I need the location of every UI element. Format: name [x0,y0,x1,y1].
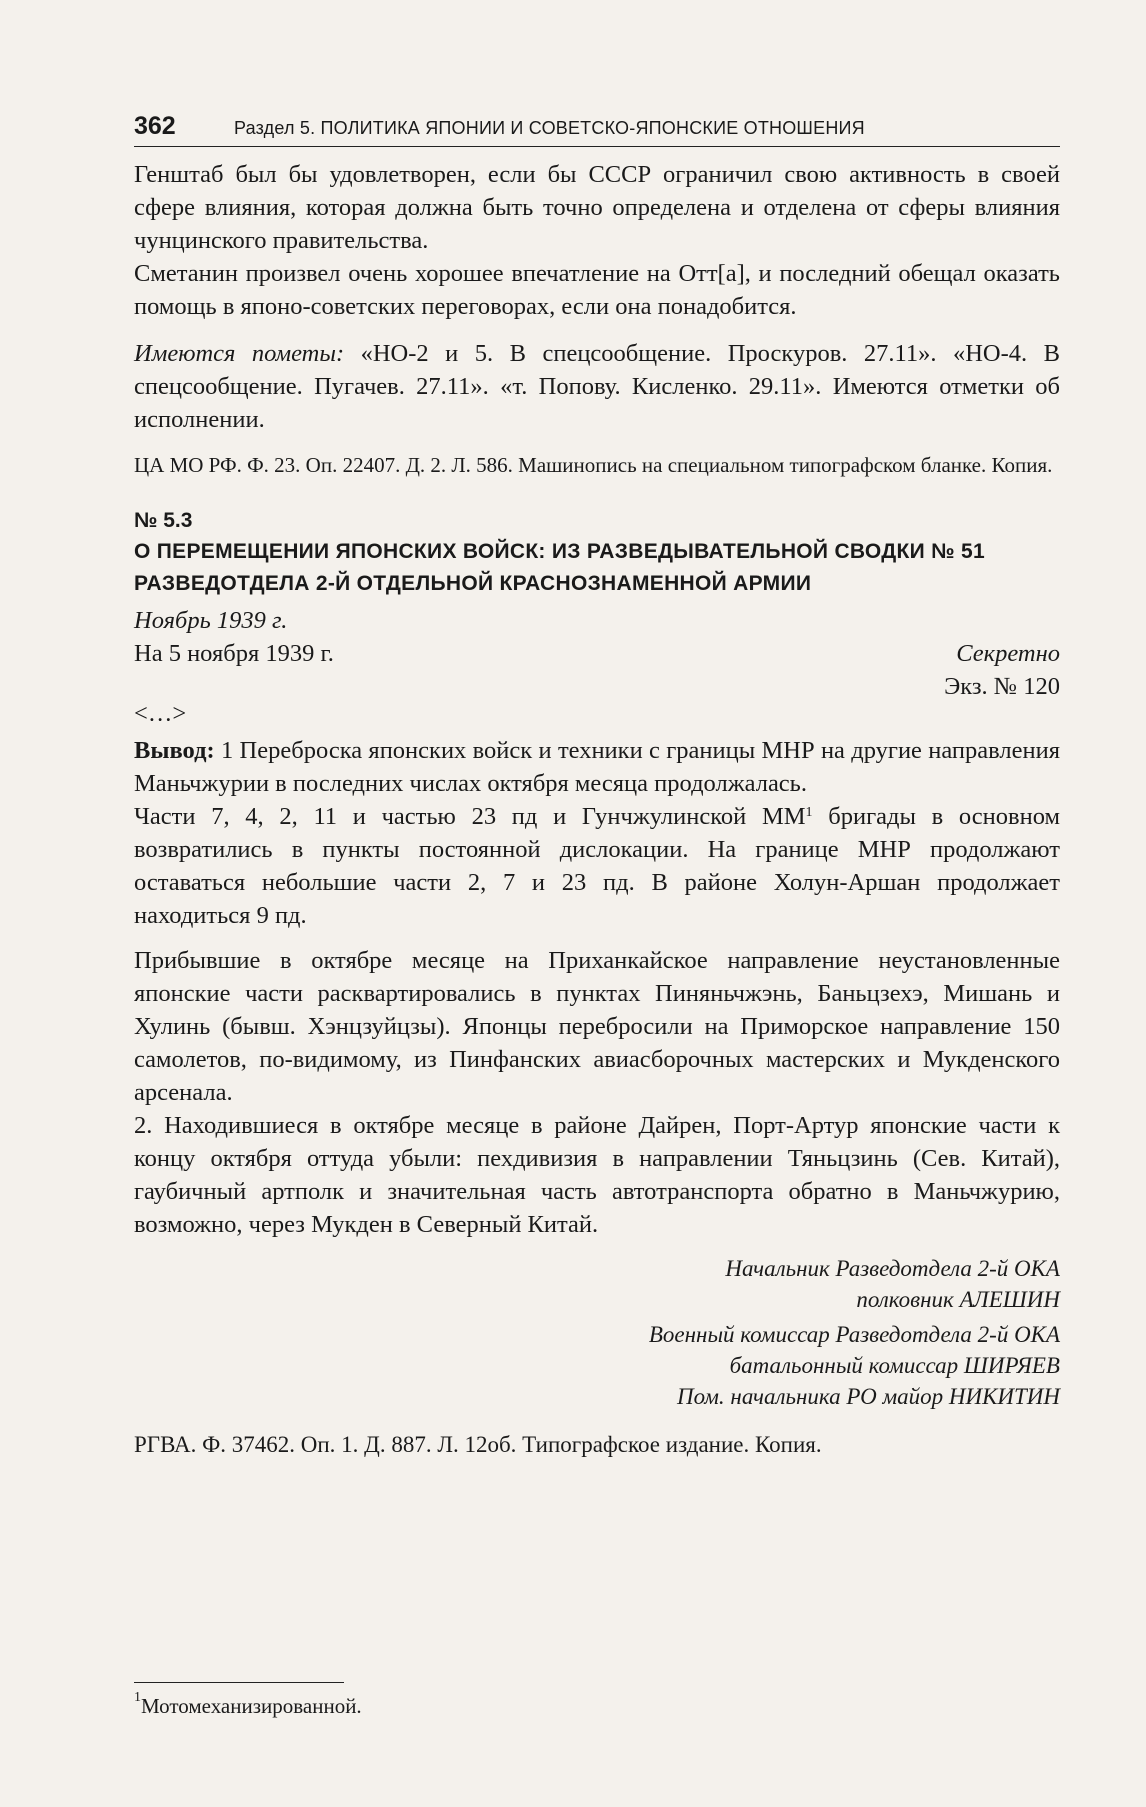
signature-4: батальонный комиссар ШИРЯЕВ [729,1353,1060,1378]
secret-mark: Секретно [956,640,1060,667]
signature-1: Начальник Разведотдела 2-й ОКА [725,1256,1060,1281]
omission-mark: <…> [134,700,187,727]
copy-number: Экз. № 120 [944,673,1060,700]
footnote-mark: 1 [134,1690,141,1705]
conclusion-text: 1 Переброска японских войск и техники с границы МНР на другие направления Маньчжурии в последних числах октября месяца продолжалась. [134,737,1060,797]
units-text-a: Части 7, 4, 2, 11 и частью 23 пд и Гунчжулинской ММ [134,803,806,830]
dairen-paragraph: 2. Находившиеся в октябре месяце в районе Дайрен, Порт-Артур японские части к концу октября оттуда убыли: пехдивизия в направлении Тяньцзинь (Сев. Китай), гаубичный артполк и значительная часть автотранспорта обратно в Маньчжурию, возможно, через Мукден в Северный Китай. [134,1112,1060,1238]
units-text-b: бригады в основном возвратились в пункты постоянной дислокации. На границе МНР продолжают оставаться небольшие части 2, 7 и 23 пд. В районе Холун-Аршан продолжает находиться 9 пд. [134,803,1060,929]
page-number: 362 [134,112,176,140]
footnote [134,1690,362,1719]
footnote-text: Мотомеханизированной. [141,1694,362,1718]
conclusion-label: Вывод: [134,737,215,764]
dateline-row [134,637,1060,670]
doc-source: РГВА. Ф. 37462. Оп. 1. Д. 887. Л. 12об. Типографское издание. Копия. [134,1432,822,1457]
doc-title-line-1: О ПЕРЕМЕЩЕНИИ ЯПОНСКИХ ВОЙСК: ИЗ РАЗВЕДЫВАТЕЛЬНОЙ СВОДКИ № 51 [134,540,985,563]
notes-label: Имеются пометы: [134,340,345,367]
signature-5: Пом. начальника РО майор НИКИТИН [677,1384,1060,1409]
footnote-divider [134,1682,344,1683]
prev-source: ЦА МО РФ. Ф. 23. Оп. 22407. Д. 2. Л. 586. Машинопись на специальном типографском бланке. Копия. [134,453,1053,477]
doc-title-line-2: РАЗВЕДОТДЕЛА 2-Й ОТДЕЛЬНОЙ КРАСНОЗНАМЕННОЙ АРМИИ [134,572,812,595]
doc-number: № 5.3 [134,509,193,532]
doc-dated: На 5 ноября 1939 г. [134,640,334,667]
signature-3: Военный комиссар Разведотдела 2-й ОКА [648,1322,1060,1347]
units-paragraph [134,800,1060,932]
prev-paragraph-1: Генштаб был бы удовлетворен, если бы СССР ограничил свою активность в своей сфере влияния, которая должна быть точно определена и отделена от сферы влияния чунцинского правительства. [134,161,1060,254]
prev-paragraph-2: Сметанин произвел очень хорошее впечатление на Отт[а], и последний обещал оказать помощь в японо-советских переговорах, если она понадобится. [134,260,1060,320]
signature-2: полковник АЛЕШИН [856,1287,1060,1312]
footnote-ref: 1 [805,805,813,820]
running-head [134,112,1060,147]
notes-text: «НО-2 и 5. В спецсообщение. Проскуров. 27.11». «НО-4. В спецсообщение. Пугачев. 27.11». «т. Попову. Кисленко. 29.11». Имеются отметки об исполнении. [134,340,1060,433]
prev-notes [134,337,1060,436]
page-body [134,158,1060,1460]
section-title: Раздел 5. ПОЛИТИКА ЯПОНИИ И СОВЕТСКО-ЯПОНСКИЕ ОТНОШЕНИЯ [234,118,865,138]
conclusion-paragraph [134,734,1060,800]
doc-date: Ноябрь 1939 г. [134,607,288,634]
arrivals-paragraph: Прибывшие в октябре месяце на Приханкайское направление неустановленные японские части расквартировались в пунктах Пиняньчжэнь, Баньцзехэ, Мишань и Хулинь (бывш. Хэнцзуйцзы). Японцы перебросили на Приморское направление 150 самолетов, по-видимому, из Пинфанских авиасборочных мастерских и Мукденского арсенала. [134,947,1060,1106]
